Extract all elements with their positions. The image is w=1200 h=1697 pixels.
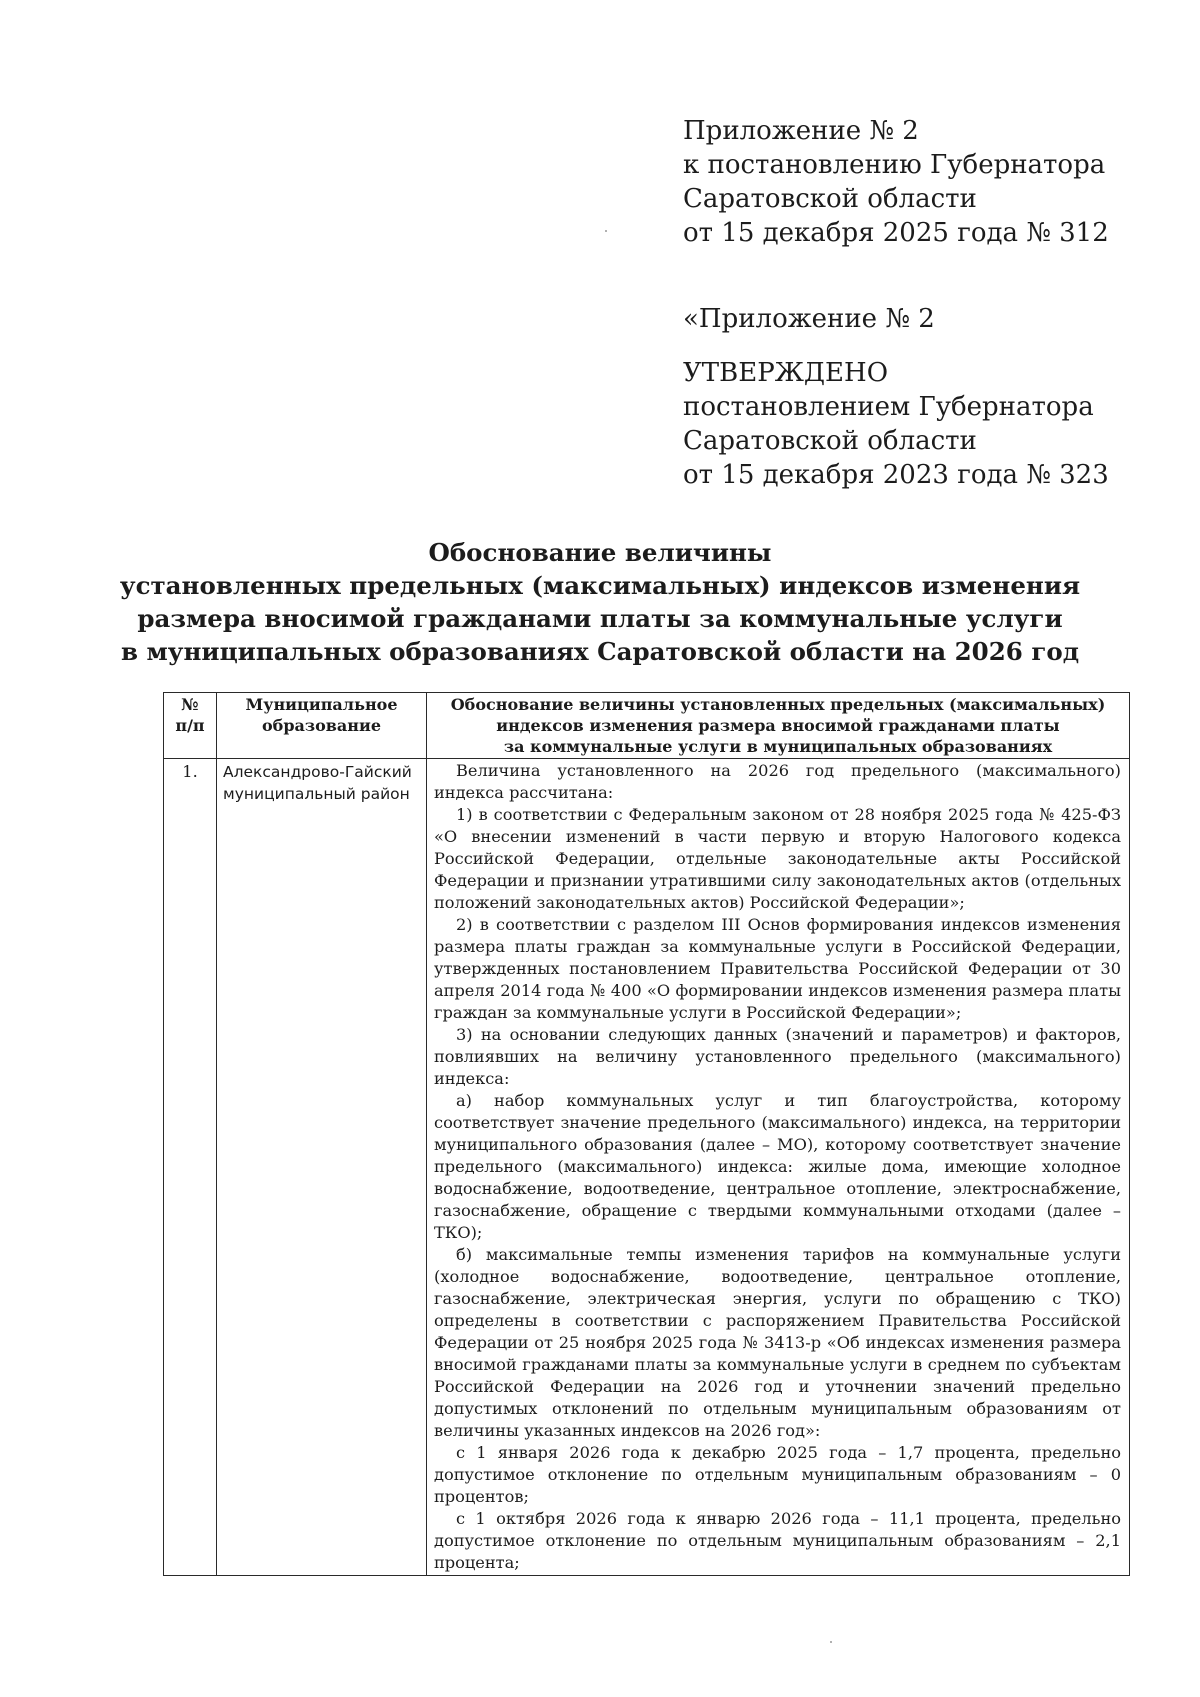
- appendix-line: к постановлению Губернатора: [683, 150, 1106, 180]
- appendix-line: от 15 декабря 2025 года № 312: [683, 218, 1109, 248]
- table-row: [164, 759, 1130, 1576]
- row-justification: [427, 759, 1130, 1576]
- document-title: [100, 536, 1100, 668]
- justification-paragraph: б) максимальные темпы изменения тарифов на коммунальные услуги (холодное водоснабжение, водоотведение, центральное отопление, газоснабжение, электрическая энергия, услуги по обращению с ТКО) определены в соответствии с распоряжением Правительства Российской Федерации от 25 ноября 2025 года № 3413-р «Об индексах изменения размера вносимой гражданами платы за коммунальные услуги в среднем по субъектам Российской Федерации на 2026 год и уточнении значений предельно допустимых отклонений по отдельным муниципальным образованиям от величины указанных индексов на 2026 год»:: [434, 1245, 1121, 1440]
- title-line: установленных предельных (максимальных) индексов изменения: [119, 571, 1081, 600]
- scan-speck: [605, 230, 607, 232]
- justification-paragraph: а) набор коммунальных услуг и тип благоустройства, которому соответствует значение предельного (максимального) индекса, на территории муниципального образования (далее – МО), которому соответствует значение предельного (максимального) индекса: жилые дома, имеющие холодное водоснабжение, водоотведение, центральное отопление, электроснабжение, газоснабжение, обращение с твердыми коммунальными отходами (далее – ТКО);: [434, 1091, 1121, 1242]
- header-number: № п/п: [164, 693, 217, 759]
- justification-paragraph: 1) в соответствии с Федеральным законом от 28 ноября 2025 года № 425-ФЗ «О внесении изменений в части первую и вторую Налогового кодекса Российской Федерации, отдельные законодательные акты Российской Федерации и признании утратившими силу законодательных актов (отдельных положений законодательных актов) Российской Федерации»;: [434, 805, 1121, 912]
- row-number: 1.: [164, 759, 217, 1576]
- approved-stamp-text: УТВЕРЖДЕНО: [683, 358, 889, 388]
- appendix-header: [683, 114, 1163, 492]
- title-line: размера вносимой гражданами платы за коммунальные услуги: [137, 604, 1063, 633]
- justification-paragraph: 3) на основании следующих данных (значений и параметров) и факторов, повлиявших на величину установленного предельного (максимального) индекса:: [434, 1025, 1121, 1088]
- header-municipality: Муниципальное образование: [217, 693, 427, 759]
- table-header-row: [164, 693, 1130, 759]
- approval-line: Саратовской области: [683, 426, 977, 456]
- justification-paragraph: 2) в соответствии с разделом III Основ формирования индексов изменения размера платы граждан за коммунальные услуги в Российской Федерации, утвержденных постановлением Правительства Российской Федерации от 30 апреля 2014 года № 400 «О формировании индексов изменения размера платы граждан за коммунальные услуги в Российской Федерации»;: [434, 915, 1121, 1022]
- justification-paragraph: с 1 октября 2026 года к январю 2026 года – 11,1 процента, предельно допустимое отклонение по отдельным муниципальным образованиям – 2,1 процента;: [434, 1509, 1121, 1572]
- approval-line: от 15 декабря 2023 года № 323: [683, 460, 1109, 490]
- title-line: в муниципальных образованиях Саратовской области на 2026 год: [120, 637, 1080, 666]
- title-line: Обоснование величины: [428, 538, 772, 567]
- justification-table: [163, 692, 1130, 1576]
- justification-paragraph: с 1 января 2026 года к декабрю 2025 года – 1,7 процента, предельно допустимое отклонение по отдельным муниципальным образованиям – 0 процентов;: [434, 1443, 1121, 1506]
- header-justification: Обоснование величины установленных предельных (максимальных) индексов изменения размера вносимой гражданами платы за коммунальные услуги в муниципальных образованиях: [427, 693, 1130, 759]
- original-appendix-label: «Приложение № 2: [683, 304, 935, 334]
- appendix-line: Саратовской области: [683, 184, 977, 214]
- justification-paragraph: Величина установленного на 2026 год предельного (максимального) индекса рассчитана:: [434, 761, 1121, 802]
- approval-line: постановлением Губернатора: [683, 392, 1094, 422]
- row-municipality: Александрово-Гайский муниципальный район: [217, 759, 427, 1576]
- appendix-line: Приложение № 2: [683, 116, 919, 146]
- scan-speck: [830, 1641, 832, 1643]
